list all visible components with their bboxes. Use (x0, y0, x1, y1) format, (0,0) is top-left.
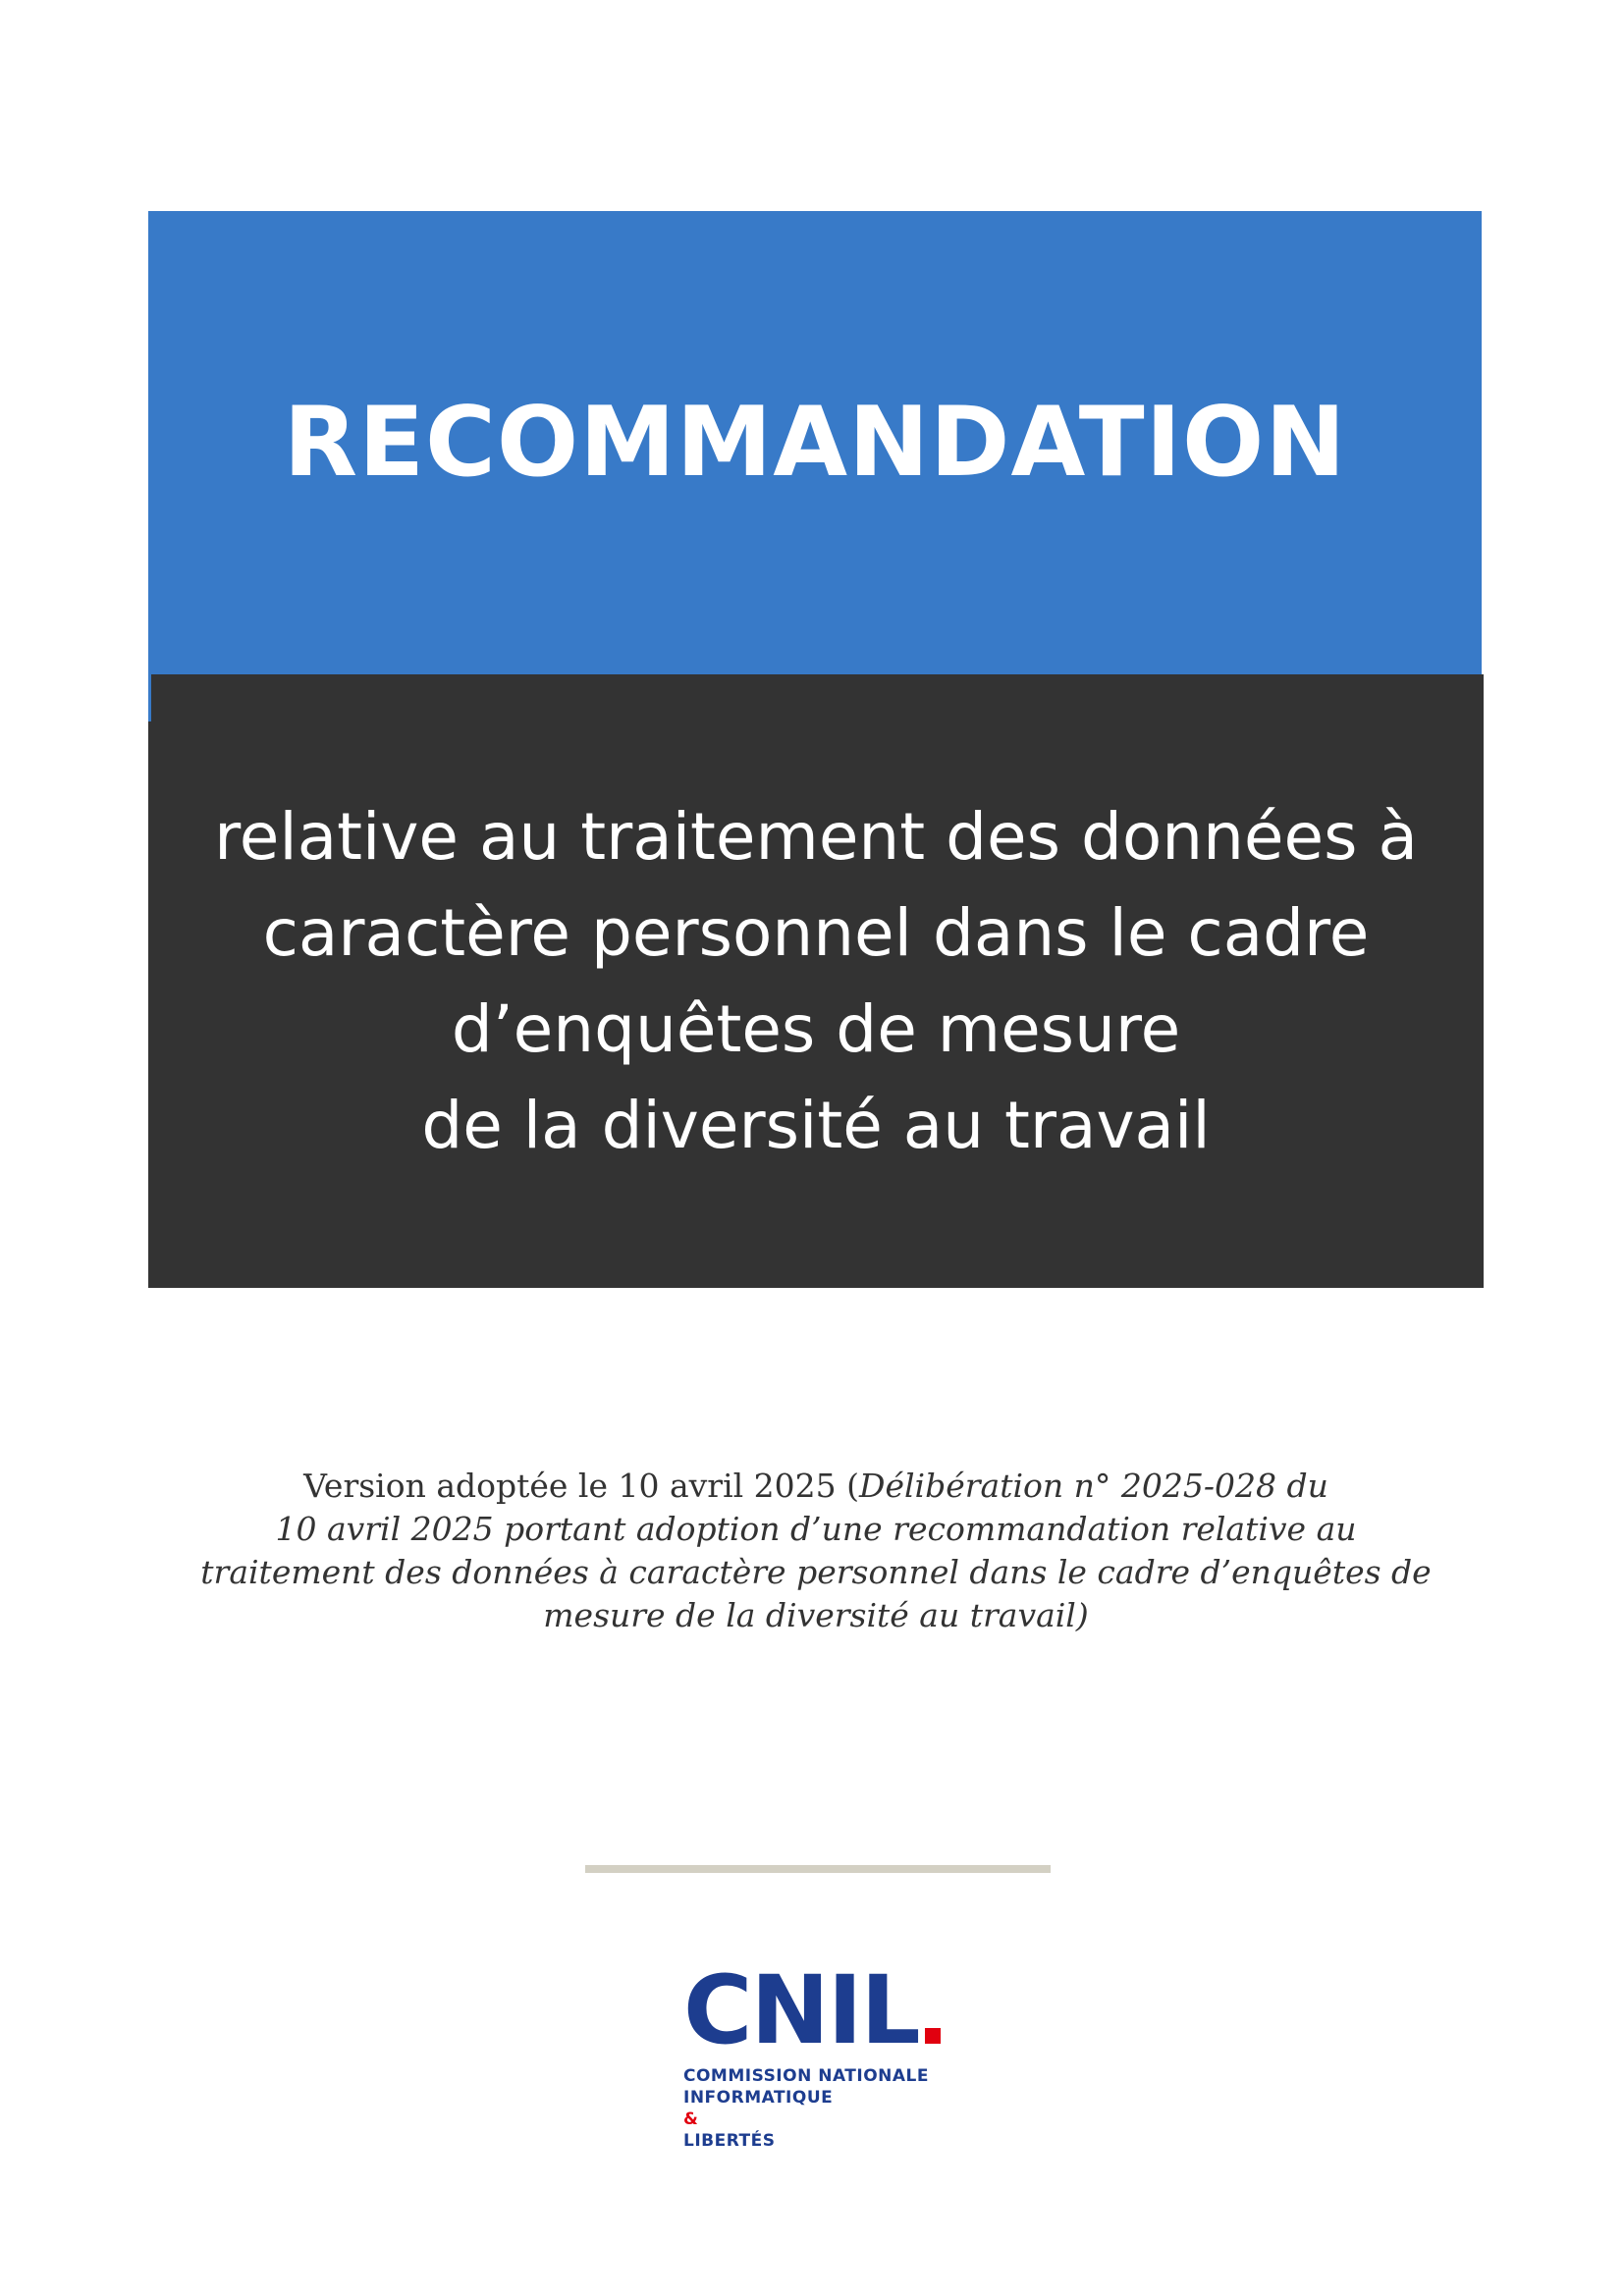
logo-tagline-informatique: INFORMATIQUE (683, 2088, 834, 2108)
version-line-3: traitement des données à caractère personnel dans le cadre d’enquêtes de (200, 1553, 1432, 1591)
divider (585, 1865, 1051, 1873)
logo-red-dot-icon (925, 2028, 941, 2044)
logo-wordmark-text: CNIL (683, 1955, 919, 2065)
title-banner (148, 211, 1482, 674)
logo-tagline-line-2 (683, 2087, 958, 2152)
logo-tagline-libertes: LIBERTÉS (683, 2131, 776, 2151)
logo-tagline (683, 2065, 958, 2152)
document-subtitle (214, 789, 1418, 1174)
logo-tagline-line-1: COMMISSION NATIONALE (683, 2066, 930, 2086)
subtitle-line: de la diversité au travail (421, 1087, 1211, 1163)
subtitle-line: caractère personnel dans le cadre (262, 894, 1370, 971)
subtitle-line: d’enquêtes de mesure (451, 990, 1181, 1067)
version-line-2: 10 avril 2025 portant adoption d’une recommandation relative au (275, 1510, 1357, 1548)
logo-wordmark (683, 1955, 958, 2065)
subtitle-line: relative au traitement des données à (214, 798, 1418, 875)
deliberation-ref: Délibération n° 2025-028 du (859, 1467, 1328, 1505)
logo-tagline-ampersand: & (683, 2109, 699, 2129)
cnil-logo (683, 1955, 958, 2152)
document-title: RECOMMANDATION (283, 387, 1347, 499)
subtitle-banner (148, 674, 1484, 1288)
version-line-1 (148, 1465, 1484, 1508)
version-line-4: mesure de la diversité au travail) (543, 1596, 1089, 1634)
banner-accent (148, 674, 151, 721)
version-date: Version adoptée le 10 avril 2025 ( (303, 1467, 860, 1505)
version-note (148, 1465, 1484, 1637)
